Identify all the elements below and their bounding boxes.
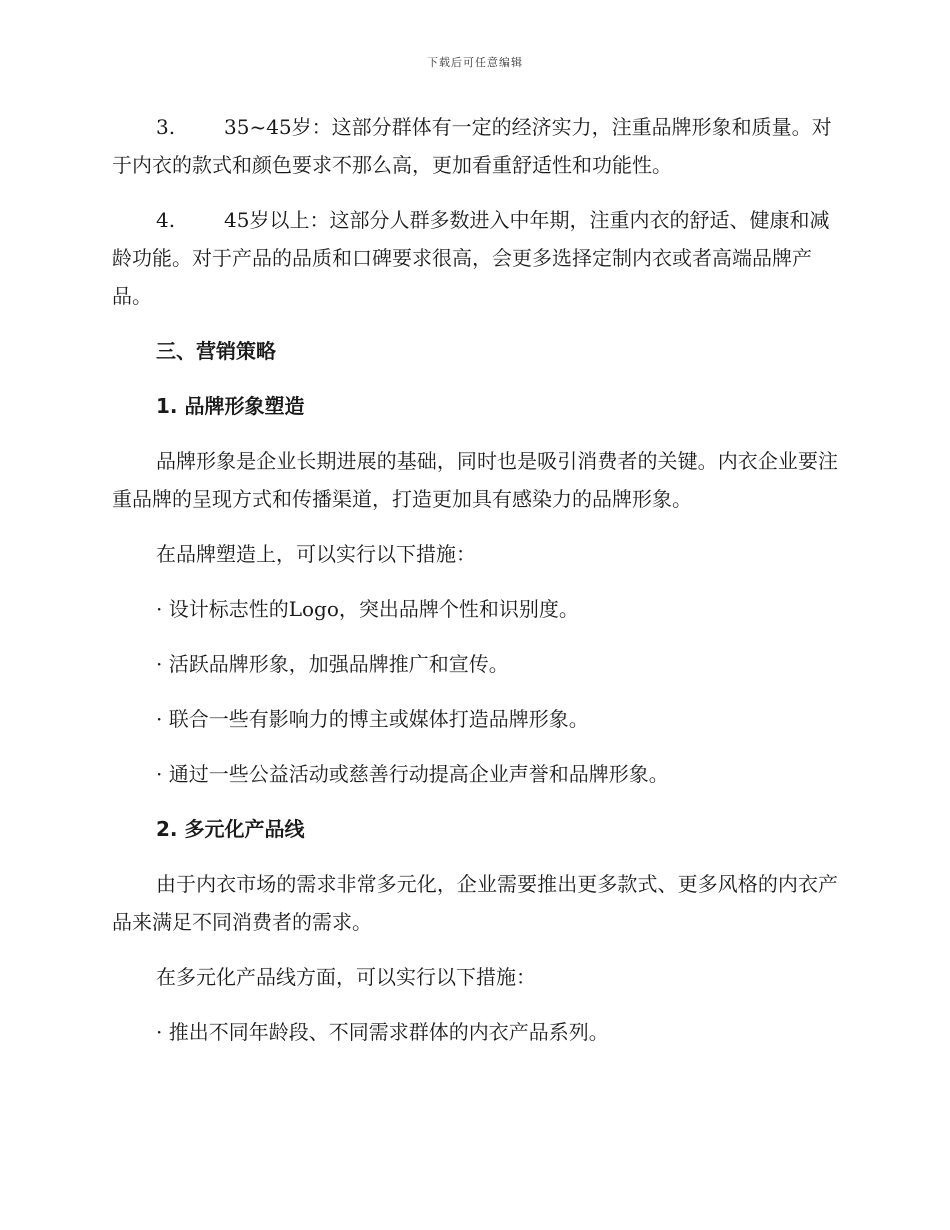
item-number: 3. bbox=[156, 115, 176, 139]
bullet-item: · 设计标志性的Logo，突出品牌个性和识别度。 bbox=[156, 597, 579, 621]
age-item-4 bbox=[112, 201, 838, 315]
document-body bbox=[112, 108, 838, 1068]
paragraph: 由于内衣市场的需求非常多元化，企业需要推出更多款式、更多风格的内衣产品来满足不同消费者的需求。 bbox=[112, 872, 838, 934]
bullet-item: · 通过一些公益活动或慈善行动提高企业声誉和品牌形象。 bbox=[156, 762, 669, 786]
bullet-item: · 活跃品牌形象，加强品牌推广和宣传。 bbox=[156, 652, 509, 676]
subsection-title-brand: 1. 品牌形象塑造 bbox=[156, 394, 305, 418]
subsection-title-product-line: 2. 多元化产品线 bbox=[156, 817, 305, 841]
bullet-item: · 推出不同年龄段、不同需求群体的内衣产品系列。 bbox=[156, 1020, 609, 1044]
item-text: 45岁以上：这部分人群多数进入中年期，注重内衣的舒适、健康和减龄功能。对于产品的品质和口碑要求很高，会更多选择定制内衣或者高端品牌产品。 bbox=[112, 208, 830, 308]
section-title-marketing: 三、营销策略 bbox=[156, 339, 276, 363]
item-text: 35~45岁：这部分群体有一定的经济实力，注重品牌形象和质量。对于内衣的款式和颜色要求不那么高，更加看重舒适性和功能性。 bbox=[112, 115, 832, 177]
bullet-item: · 联合一些有影响力的博主或媒体打造品牌形象。 bbox=[156, 707, 589, 731]
paragraph: 在品牌塑造上，可以实行以下措施： bbox=[156, 542, 476, 566]
paragraph: 在多元化产品线方面，可以实行以下措施： bbox=[156, 965, 536, 989]
page-header: 下载后可任意编辑 bbox=[427, 56, 523, 69]
item-number: 4. bbox=[156, 208, 176, 232]
paragraph: 品牌形象是企业长期进展的基础，同时也是吸引消费者的关键。内衣企业要注重品牌的呈现方式和传播渠道，打造更加具有感染力的品牌形象。 bbox=[112, 449, 838, 511]
age-item-3 bbox=[112, 108, 838, 184]
